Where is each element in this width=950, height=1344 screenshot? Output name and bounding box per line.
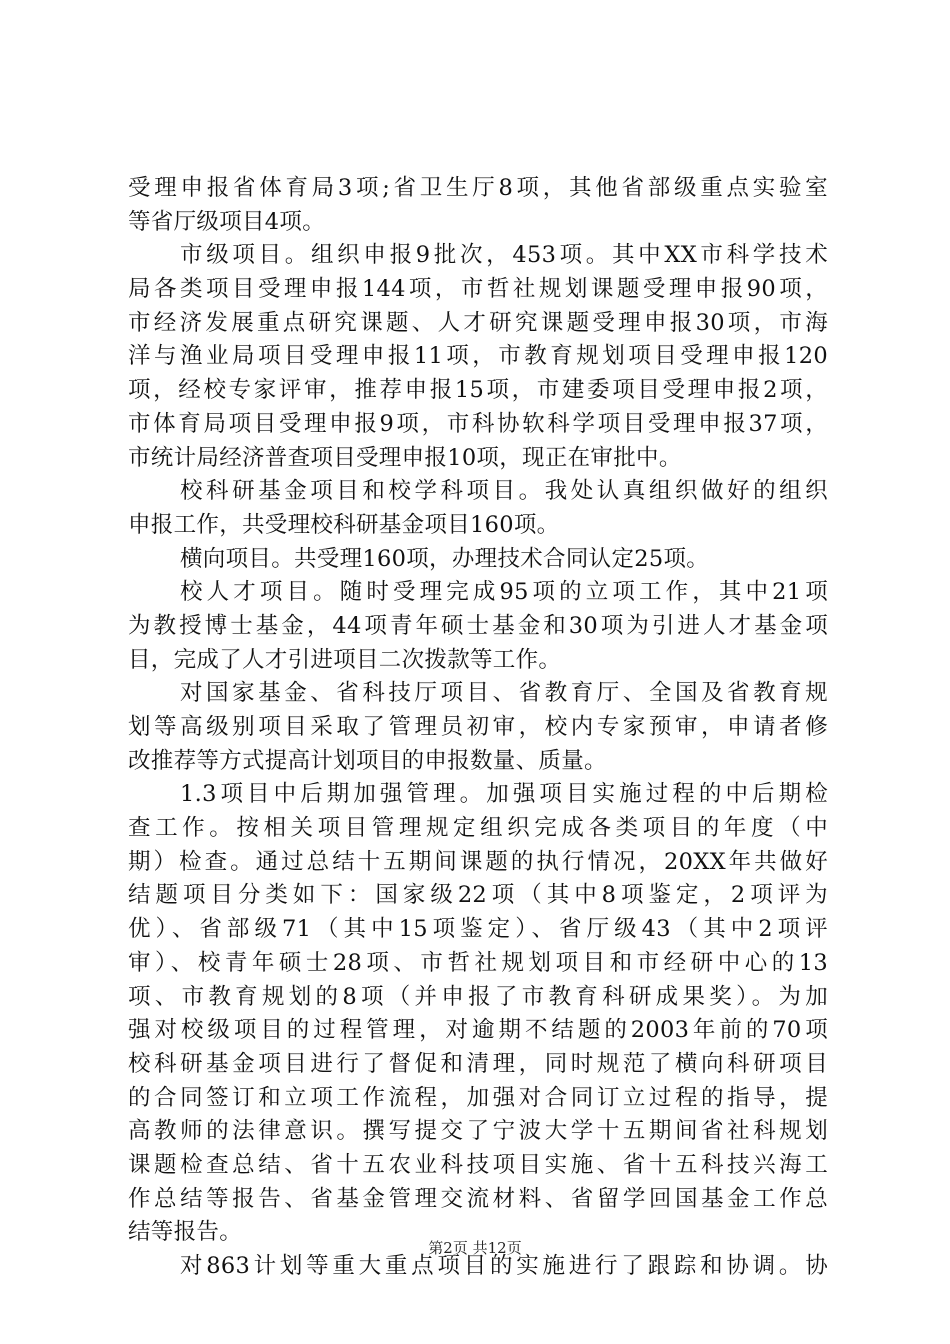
text-line: 校科研基金项目和校学科项目。我处认真组织做好的组织 [180,478,828,505]
text-line: 强对校级项目的过程管理，对逾期不结题的2003年前的70项 [128,1017,828,1044]
text-line: 对国家基金、省科技厅项目、省教育厅、全国及省教育规 [180,680,828,707]
text-line: 划等高级别项目采取了管理员初审，校内专家预审，申请者修 [128,714,828,740]
text-line: 市统计局经济普查项目受理申报10项，现正在审批中。 [128,444,682,471]
text-line: 目，完成了人才引进项目二次拨款等工作。 [128,646,562,673]
text-line: 审）、校青年硕士28项、市哲社规划项目和市经研中心的13 [128,949,828,976]
text-line: 市体育局项目受理申报9项，市科协软科学项目受理申报37项， [128,410,828,437]
text-line: 期）检查。通过总结十五期间课题的执行情况，20XX年共做好 [128,848,828,875]
text-line: 市经济发展重点研究课题、人才研究课题受理申报30项，市海 [128,309,828,336]
text-line: 优）、省部级71（其中15项鉴定）、省厅级43（其中2项评 [128,916,828,943]
text-line: 高教师的法律意识。撰写提交了宁波大学十五期间省社科规划 [128,1118,828,1145]
text-line: 结等报告。 [128,1219,243,1246]
document-body [128,172,828,1284]
text-line: 结题项目分类如下：国家级22项（其中8项鉴定，2项评为 [128,882,828,909]
text-line: 课题检查总结、省十五农业科技项目实施、省十五科技兴海工 [128,1151,828,1178]
text-line: 查工作。按相关项目管理规定组织完成各类项目的年度（中 [128,815,828,842]
text-line: 申报工作，共受理校科研基金项目160项。 [128,511,560,538]
page-footer: 第2页 共12页 [428,1239,522,1257]
text-line: 横向项目。共受理160项，办理技术合同认定25项。 [180,545,710,572]
text-line: 的合同签订和立项工作流程，加强对合同订立过程的指导，提 [128,1084,828,1111]
text-line: 校科研基金项目进行了督促和清理，同时规范了横向科研项目 [128,1050,828,1077]
text-line: 作总结等报告、省基金管理交流材料、省留学回国基金工作总 [128,1185,828,1212]
text-line: 局各类项目受理申报144项，市哲社规划课题受理申报90项， [128,276,828,303]
text-line: 改推荐等方式提高计划项目的申报数量、质量。 [128,747,607,774]
text-line: 校人才项目。随时受理完成95项的立项工作，其中21项 [180,579,828,606]
text-line: 对863计划等重大重点项目的实施进行了跟踪和协调。协 [180,1253,828,1279]
text-line: 为教授博士基金，44项青年硕士基金和30项为引进人才基金项 [128,612,828,639]
text-line: 等省厅级项目4项。 [128,208,326,235]
text-line: 项、市教育规划的8项（并申报了市教育科研成果奖）。为加 [128,983,828,1010]
text-line: 受理申报省体育局3项;省卫生厅8项，其他省部级重点实验室 [128,175,828,201]
text-line: 洋与渔业局项目受理申报11项，市教育规划项目受理申报120 [128,343,828,370]
text-line: 项，经校专家评审，推荐申报15项，市建委项目受理申报2项， [128,377,828,404]
text-line: 市级项目。组织申报9批次，453项。其中XX市科学技术 [180,242,828,269]
text-line: 1.3项目中后期加强管理。加强项目实施过程的中后期检 [180,781,828,808]
